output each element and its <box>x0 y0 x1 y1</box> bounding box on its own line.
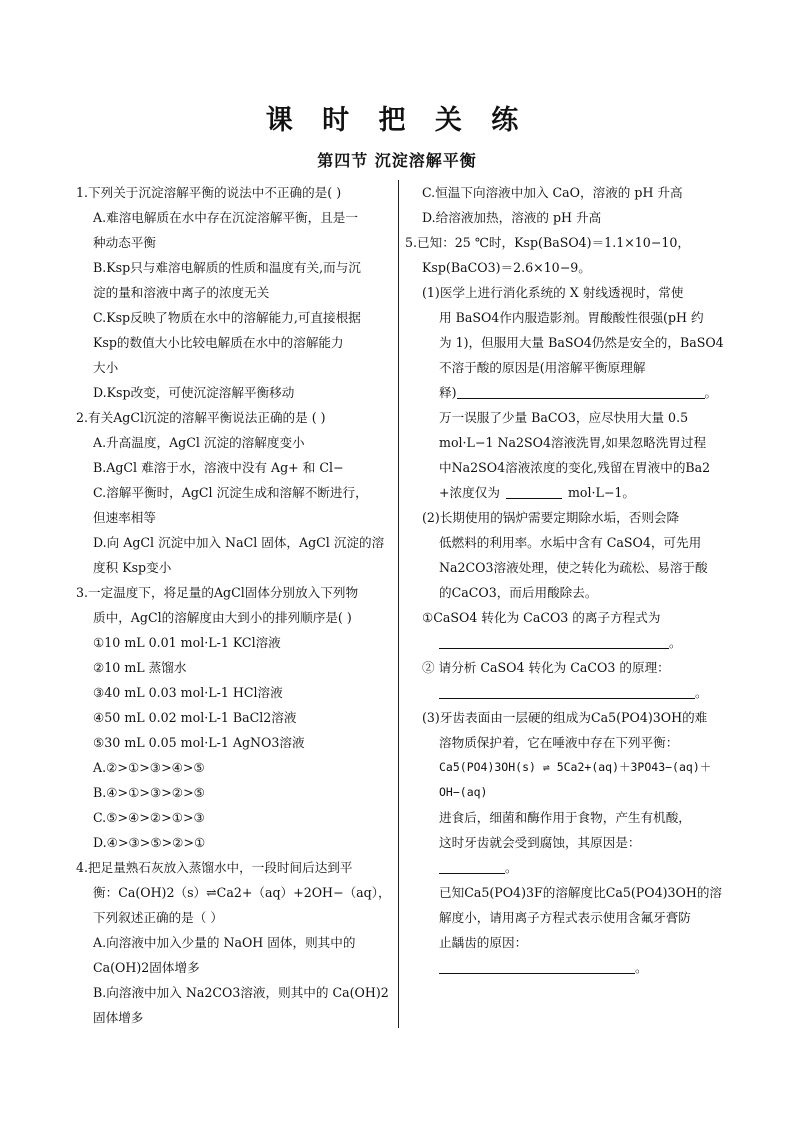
q5-part1-line3: 为 1)，但服用大量 BaSO4仍然是安全的，BaSO4 <box>439 335 724 350</box>
q1-stem: 1.下列关于沉淀溶解平衡的说法中不正确的是( ) <box>76 185 342 200</box>
q5-part2-line4: 的CaCO3，而后用酸除去。 <box>439 585 598 600</box>
q3-solution-3: ③40 mL 0.03 mol·L-1 HCl溶液 <box>93 685 283 700</box>
q3-option-c: C.⑤>④>②>①>③ <box>93 810 205 825</box>
q3-solution-4: ④50 mL 0.02 mol·L-1 BaCl2溶液 <box>93 710 297 725</box>
q5-part3-line7: 已知Ca5(PO4)3F的溶解度比Ca5(PO4)3OH的溶 <box>439 885 723 900</box>
q1-option-b-cont: 淀的量和溶液中离子的浓度无关 <box>93 285 270 300</box>
q2-option-d: D.向 AgCl 沉淀中加入 NaCl 固体，AgCl 沉淀的溶 <box>93 535 385 550</box>
q5-part3-line6: 这时牙齿就会受到腐蚀，其原因是： <box>439 835 641 850</box>
period: 。 <box>704 385 718 400</box>
q2-option-c: C.溶解平衡时，AgCl 沉淀生成和溶解不断进行， <box>93 485 368 500</box>
q5-stem-cont: Ksp(BaCO3)＝2.6×10−9。 <box>422 260 591 275</box>
q4-stem-equation: 衡：Ca(OH)2（s）⇌Ca2+（aq）+2OH−（aq）， <box>93 885 391 900</box>
q5-part3-line1: (3)牙齿表面由一层硬的组成为Ca5(PO4)3OH的难 <box>422 710 708 725</box>
q5-part1-label: 释) <box>439 385 457 400</box>
q5-part2-line3: Na2CO3溶液处理，使之转化为疏松、易溶于酸 <box>439 560 708 575</box>
q3-solution-1: ①10 mL 0.01 mol·L-1 KCl溶液 <box>93 635 281 650</box>
q2-option-d-cont: 度积 Ksp变小 <box>93 560 172 575</box>
period: 。 <box>505 860 518 875</box>
q5-part2-sub1: ①CaSO4 转化为 CaCO3 的离子方程式为 <box>422 610 661 625</box>
q5-part1-line6: 万一误服了少量 BaCO3，应尽快用大量 0.5 <box>439 410 689 425</box>
q4-option-c: C.恒温下向溶液中加入 CaO，溶液的 pH 升高 <box>422 185 683 200</box>
period: 。 <box>635 960 648 975</box>
answer-blank-1[interactable] <box>457 384 705 399</box>
q5-part1-unit: mol·L−1。 <box>567 485 636 500</box>
q5-part3-equation: Ca5(PO4)3OH(s) ⇌ 5Ca2+(aq)＋3PO43−(aq)＋ <box>439 760 712 774</box>
q1-option-c-cont: Ksp的数值大小比较电解质在水中的溶解能力 <box>93 335 344 350</box>
right-column <box>405 180 725 980</box>
left-column <box>76 180 392 1030</box>
q5-part3-equation-cont: OH−(aq) <box>439 785 488 799</box>
q1-option-c-cont2: 大小 <box>93 360 119 375</box>
q2-stem: 2.有关AgCl沉淀的溶解平衡说法正确的是 ( ) <box>76 410 326 425</box>
q5-part1-line7: mol·L−1 Na2SO4溶液洗胃,如果忽略洗胃过程 <box>439 435 707 450</box>
q3-option-d: D.④>③>⑤>②>① <box>93 835 206 850</box>
period: 。 <box>669 635 682 650</box>
q5-part1-line2: 用 BaSO4作内服造影剂。胃酸酸性很强(pH 约 <box>439 310 704 325</box>
answer-blank-6[interactable] <box>439 959 635 974</box>
q4-option-b-cont: 固体增多 <box>93 1010 144 1025</box>
period: 。 <box>695 685 708 700</box>
q5-part1-conc-label: +浓度仅为 <box>439 485 500 500</box>
page-title: 课 时 把 关 练 <box>265 105 529 136</box>
q5-part2-line1: (2)长期使用的锅炉需要定期除水垢，否则会降 <box>422 510 680 525</box>
q5-part1-line1: (1)医学上进行消化系统的 X 射线透视时，常使 <box>422 285 684 300</box>
q2-option-c-cont: 但速率相等 <box>93 510 156 525</box>
q5-part1-line8: 中Na2SO4溶液浓度的变化,残留在胃液中的Ba2 <box>439 460 711 475</box>
q5-part2-sub2: ② 请分析 CaSO4 转化为 CaCO3 的原理： <box>422 660 670 675</box>
q5-part1-line4: 不溶于酸的原因是(用溶解平衡原理解 <box>439 360 646 375</box>
q3-solution-5: ⑤30 mL 0.05 mol·L-1 AgNO3溶液 <box>93 735 305 750</box>
q5-part1-line5 <box>405 380 725 405</box>
q5-part3-line9: 止龋齿的原因： <box>439 935 528 950</box>
answer-blank-4[interactable] <box>439 684 695 699</box>
q5-part2-sub2-answer <box>405 680 725 705</box>
q1-option-c: C.Ksp反映了物质在水中的溶解能力,可直接根据 <box>93 310 361 325</box>
q4-option-d: D.给溶液加热，溶液的 pH 升高 <box>422 210 602 225</box>
answer-blank-5[interactable] <box>439 859 505 874</box>
q4-option-b: B.向溶液中加入 Na2CO3溶液，则其中的 Ca(OH)2 <box>93 985 389 1000</box>
q1-option-a-cont: 种动态平衡 <box>93 235 156 250</box>
q5-part2-sub1-answer <box>405 630 725 655</box>
column-divider <box>398 180 399 1028</box>
q5-part1-line9 <box>405 480 725 505</box>
q3-stem: 3.一定温度下，将足量的AgCl固体分别放入下列物 <box>76 585 359 600</box>
section-subtitle: 第四节 沉淀溶解平衡 <box>317 151 477 170</box>
q5-part3-line2: 溶物质保护着，它在唾液中存在下列平衡： <box>439 735 679 750</box>
q3-option-b: B.④>①>③>②>⑤ <box>93 785 205 800</box>
q4-option-a: A.向溶液中加入少量的 NaOH 固体，则其中的 <box>93 935 356 950</box>
q2-option-a: A.升高温度，AgCl 沉淀的溶解度变小 <box>93 435 305 450</box>
q4-option-a-cont: Ca(OH)2固体增多 <box>93 960 200 975</box>
q4-stem-cont: 下列叙述正确的是（ ） <box>93 910 223 925</box>
q5-part3-line8: 解度小，请用离子方程式表示使用含氟牙膏防 <box>439 910 691 925</box>
q5-part3-line5: 进食后，细菌和酶作用于食物，产生有机酸， <box>439 810 691 825</box>
q1-option-a: A.难溶电解质在水中存在沉淀溶解平衡，且是一 <box>93 210 358 225</box>
q3-option-a: A.②>①>③>④>⑤ <box>93 760 205 775</box>
q1-option-d: D.Ksp改变，可使沉淀溶解平衡移动 <box>93 385 295 400</box>
q5-part2-line2: 低燃料的利用率。水垢中含有 CaSO4，可先用 <box>439 535 702 550</box>
answer-blank-2[interactable] <box>506 484 562 499</box>
q3-solution-2: ②10 mL 蒸馏水 <box>93 660 187 675</box>
q2-option-b: B.AgCl 难溶于水，溶液中没有 Ag+ 和 Cl− <box>93 460 344 475</box>
q5-stem: 5.已知：25 ℃时，Ksp(BaSO4)＝1.1×10−10， <box>405 235 690 250</box>
answer-blank-3[interactable] <box>439 634 669 649</box>
q5-part3-line9-answer <box>405 955 725 980</box>
q5-part3-line6-answer <box>405 855 725 880</box>
q1-option-b: B.Ksp只与难溶电解质的性质和温度有关,而与沉 <box>93 260 361 275</box>
q4-stem: 4.把足量熟石灰放入蒸馏水中，一段时间后达到平 <box>76 860 353 875</box>
q3-stem-cont: 质中，AgCl的溶解度由大到小的排列顺序是( ) <box>93 610 352 625</box>
